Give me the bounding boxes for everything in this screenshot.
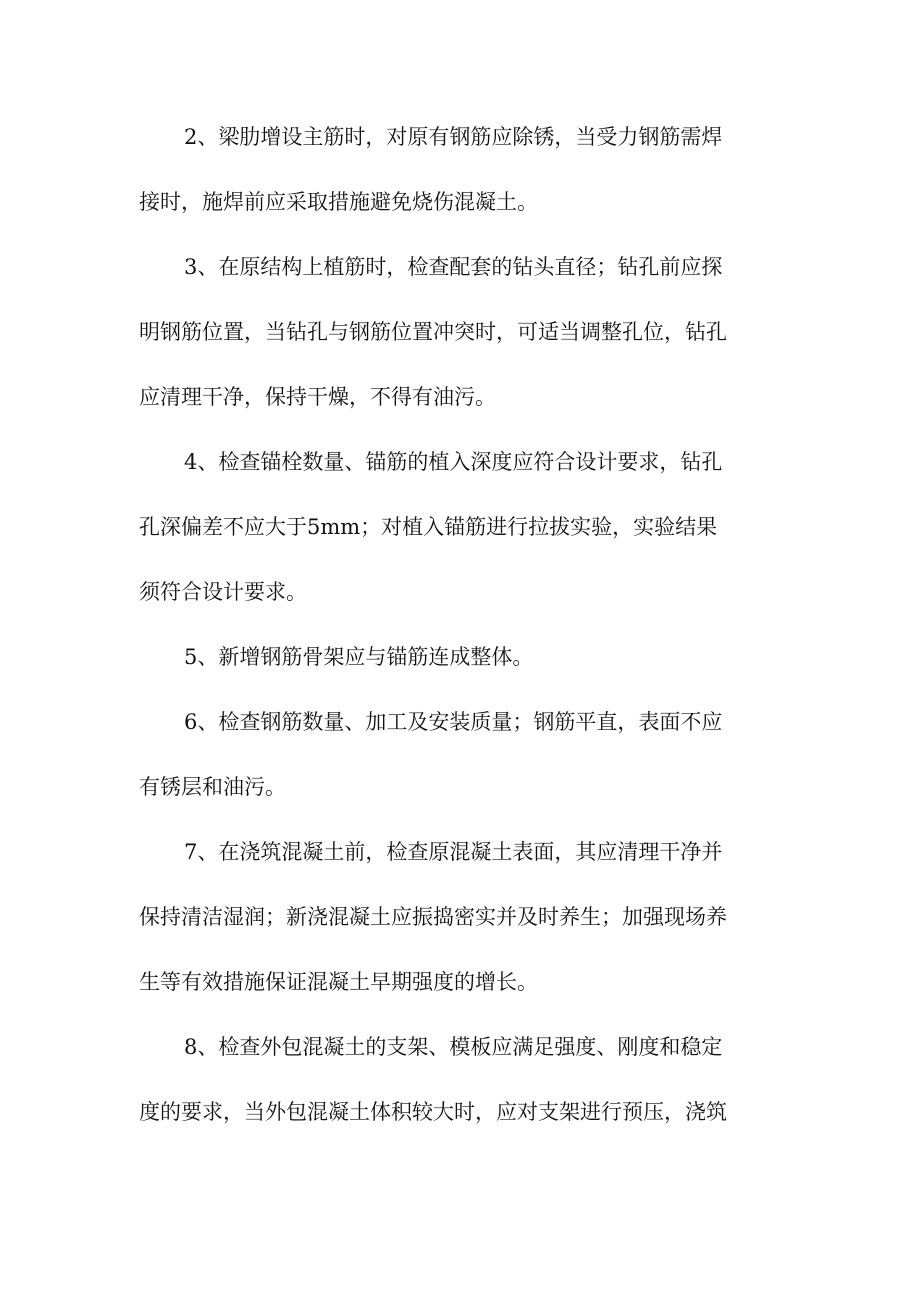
paragraph-3-line-1: 3、在原结构上植筋时，检查配套的钻头直径；钻孔前应探	[184, 255, 723, 279]
paragraph-6-line-1: 6、检查钢筋数量、加工及安装质量；钢筋平直，表面不应	[184, 710, 723, 734]
paragraph-5-line-1: 5、新增钢筋骨架应与锚筋连成整体。	[184, 645, 534, 669]
paragraph-7-line-1: 7、在浇筑混凝土前，检查原混凝土表面，其应清理干净并	[184, 840, 723, 864]
paragraph-3-line-3: 应清理干净，保持干燥，不得有油污。	[139, 385, 496, 409]
paragraph-7-line-3: 生等有效措施保证混凝土早期强度的增长。	[139, 970, 538, 994]
paragraph-2-line-2: 接时，施焊前应采取措施避免烧伤混凝土。	[139, 190, 538, 214]
paragraph-3-line-2: 明钢筋位置，当钻孔与钢筋位置冲突时，可适当调整孔位，钻孔	[139, 320, 727, 344]
paragraph-7-line-2: 保持清洁湿润；新浇混凝土应振捣密实并及时养生；加强现场养	[139, 905, 727, 929]
paragraph-2-line-1: 2、梁肋增设主筋时，对原有钢筋应除锈，当受力钢筋需焊	[184, 125, 723, 149]
paragraph-4-line-1: 4、检查锚栓数量、锚筋的植入深度应符合设计要求，钻孔	[184, 450, 723, 474]
paragraph-8-line-2: 度的要求，当外包混凝土体积较大时，应对支架进行预压，浇筑	[139, 1100, 727, 1124]
paragraph-4-line-3: 须符合设计要求。	[139, 580, 307, 604]
paragraph-4-line-2: 孔深偏差不应大于5mm；对植入锚筋进行拉拔实验，实验结果	[139, 515, 718, 539]
paragraph-8-line-1: 8、检查外包混凝土的支架、模板应满足强度、刚度和稳定	[184, 1035, 723, 1059]
paragraph-6-line-2: 有锈层和油污。	[139, 775, 286, 799]
